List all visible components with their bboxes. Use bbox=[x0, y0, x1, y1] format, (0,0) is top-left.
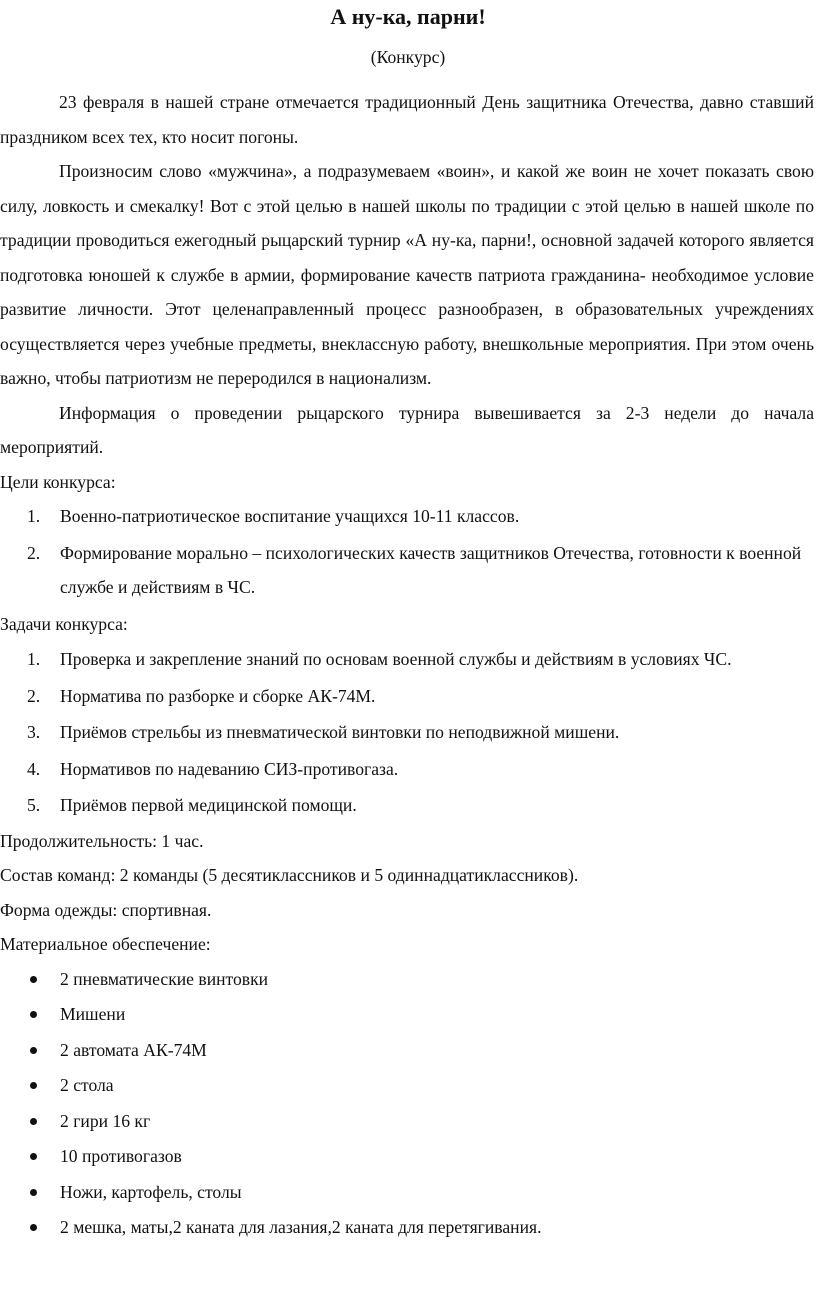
list-item-text: 2 стола bbox=[60, 1075, 114, 1095]
list-item-text: Норматива по разборке и сборке АК-74М. bbox=[60, 685, 376, 706]
intro-paragraph: Информация о проведении рыцарского турнира вывешивается за 2-3 недели до начала мероприятий. bbox=[0, 402, 814, 457]
list-item-text: 2 автомата АК-74М bbox=[60, 1039, 207, 1060]
goals-list bbox=[0, 499, 814, 605]
list-item bbox=[0, 787, 814, 824]
list-item bbox=[0, 536, 814, 605]
list-item-text: 10 противогазов bbox=[60, 1146, 182, 1166]
goals-heading: Цели конкурса: bbox=[0, 471, 116, 492]
document-subtitle: (Конкурс) bbox=[370, 47, 446, 67]
list-item-text: 2 пневматические винтовки bbox=[60, 968, 269, 989]
list-item-text: Ножи, картофель, столы bbox=[60, 1181, 242, 1202]
list-item bbox=[0, 641, 814, 678]
list-item bbox=[0, 1139, 814, 1175]
list-item bbox=[0, 1104, 814, 1140]
list-item-number: 5. bbox=[27, 795, 41, 815]
list-item bbox=[0, 714, 814, 751]
list-item bbox=[0, 1033, 814, 1069]
bullet-icon bbox=[30, 1011, 37, 1018]
list-item-number: 1. bbox=[27, 649, 41, 669]
list-item bbox=[0, 1210, 814, 1246]
list-item-text: Мишени bbox=[60, 1004, 126, 1024]
duration-line: Продолжительность: 1 час. bbox=[0, 830, 204, 851]
bullet-icon bbox=[30, 1224, 37, 1231]
document-body bbox=[0, 85, 814, 1246]
list-item-number: 2. bbox=[27, 685, 41, 706]
bullet-icon bbox=[30, 1153, 37, 1160]
list-item bbox=[0, 997, 814, 1033]
tasks-list bbox=[0, 641, 814, 824]
tasks-heading: Задачи конкурса: bbox=[0, 613, 128, 634]
list-item bbox=[0, 751, 814, 788]
teams-line: Состав команд: 2 команды (5 десятиклассников и 5 одиннадцатиклассников). bbox=[0, 865, 579, 885]
list-item-text: 2 гири 16 кг bbox=[60, 1110, 151, 1131]
list-item-text: Приёмов стрельбы из пневматической винтовки по неподвижной мишени. bbox=[60, 722, 620, 742]
list-item bbox=[0, 1068, 814, 1104]
materials-list bbox=[0, 962, 814, 1246]
list-item-text: Проверка и закрепление знаний по основам военной службы и действиям в условиях ЧС. bbox=[60, 649, 732, 669]
materials-heading: Материальное обеспечение: bbox=[0, 934, 211, 954]
list-item-number: 2. bbox=[27, 542, 41, 563]
bullet-icon bbox=[30, 1082, 37, 1089]
list-item bbox=[0, 962, 814, 998]
list-item-number: 4. bbox=[27, 758, 41, 779]
bullet-icon bbox=[30, 1047, 37, 1054]
list-item-number: 1. bbox=[27, 506, 41, 526]
intro-paragraph: 23 февраля в нашей стране отмечается традиционный День защитника Отечества, давно ставший праздником всех тех, кто носит погоны. bbox=[0, 92, 814, 147]
bullet-icon bbox=[30, 976, 37, 983]
list-item-text: Военно-патриотическое воспитание учащихся 10-11 классов. bbox=[60, 506, 520, 526]
list-item-text: Нормативов по надеванию СИЗ-противогаза. bbox=[60, 758, 399, 779]
list-item-text: Приёмов первой медицинской помощи. bbox=[60, 795, 357, 815]
dress-code-line: Форма одежды: спортивная. bbox=[0, 899, 212, 920]
list-item-text: 2 мешка, маты,2 каната для лазания,2 каната для перетягивания. bbox=[60, 1217, 542, 1237]
document-title: А ну-ка, парни! bbox=[330, 4, 486, 29]
intro-paragraph: Произносим слово «мужчина», а подразумеваем «воин», и какой же воин не хочет показать свою силу, ловкость и смекалку! Вот с этой целью в нашей школы по традиции с этой целью в нашей школе по традиции проводиться ежегодный рыцарский турнир «А ну-ка, парни!, основной задачей которого является подготовка юношей к службе в армии, формирование качеств патриота гражданина- необходимое условие развитие личности. Этот целенаправленный процесс разнообразен, в образовательных учреждениях осуществляется через учебные предметы, внеклассную работу, внешкольные мероприятия. При этом очень важно, чтобы патриотизм не переродился в национализм. bbox=[0, 161, 814, 388]
list-item bbox=[0, 1175, 814, 1211]
list-item-number: 3. bbox=[27, 722, 41, 742]
bullet-icon bbox=[30, 1189, 37, 1196]
list-item bbox=[0, 678, 814, 715]
list-item-text: Формирование морально – психологических качеств защитников Отечества, готовности к военной службе и действиям в ЧС. bbox=[60, 542, 802, 597]
list-item bbox=[0, 499, 814, 534]
bullet-icon bbox=[30, 1118, 37, 1125]
